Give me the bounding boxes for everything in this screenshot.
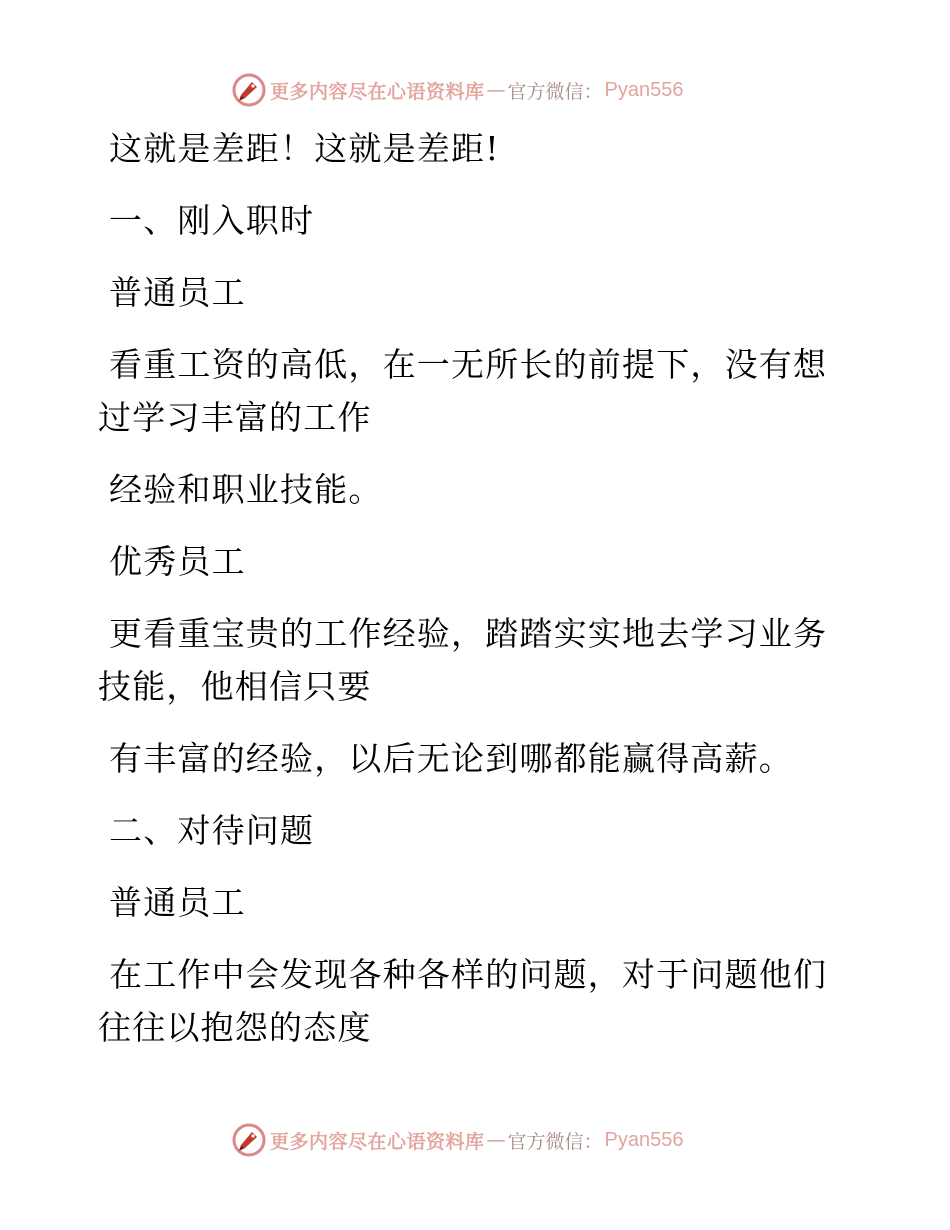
section-heading: [98, 804, 858, 857]
banner-wechat-label: 官方微信：: [507, 1130, 603, 1153]
banner-main-text: 更多内容尽在心语资料库: [270, 1130, 485, 1153]
paragraph-text: 二、对待问题: [109, 811, 315, 850]
subheading: [98, 266, 858, 319]
paragraph-text: 往往以抱怨的态度: [98, 1008, 372, 1047]
subheading: [98, 535, 858, 588]
document-body: [98, 122, 858, 1054]
banner-wechat-label: 官方微信：: [507, 80, 603, 103]
section-heading: [98, 194, 858, 247]
paragraph-title: [98, 122, 858, 175]
paragraph-text: 普通员工: [109, 273, 246, 312]
paragraph-text: 普通员工: [109, 883, 246, 922]
paragraph-text: 优秀员工: [109, 542, 246, 581]
paragraph: [98, 948, 858, 1054]
paragraph: [98, 732, 858, 785]
paragraph-text: 技能，他相信只要: [98, 667, 372, 706]
subheading: [98, 876, 858, 929]
paragraph-text: 看重工资的高低，在一无所长的前提下，没有想: [109, 345, 828, 384]
paragraph-text: 一、刚入职时: [109, 201, 315, 240]
paragraph-text: 更看重宝贵的工作经验，踏踏实实地去学习业务: [109, 614, 828, 653]
header-banner: [232, 72, 684, 108]
paragraph: [98, 463, 858, 516]
banner-separator: —: [486, 1129, 506, 1151]
paragraph-text: 这就是差距！这就是差距!: [109, 129, 500, 168]
paragraph: [98, 607, 858, 713]
footer-banner: [232, 1122, 684, 1158]
paragraph-text: 在工作中会发现各种各样的问题，对于问题他们: [109, 955, 828, 994]
banner-wechat-id: Pyan556: [604, 1128, 684, 1151]
pen-nib-logo-icon: [232, 73, 266, 107]
paragraph: [98, 338, 858, 444]
pen-nib-logo-icon: [232, 1123, 266, 1157]
banner-main-text: 更多内容尽在心语资料库: [270, 80, 485, 103]
banner-separator: —: [486, 79, 506, 101]
banner-wechat-id: Pyan556: [604, 78, 684, 101]
paragraph-text: 有丰富的经验，以后无论到哪都能赢得高薪。: [109, 739, 793, 778]
paragraph-text: 过学习丰富的工作: [98, 398, 372, 437]
paragraph-text: 经验和职业技能。: [109, 470, 383, 509]
